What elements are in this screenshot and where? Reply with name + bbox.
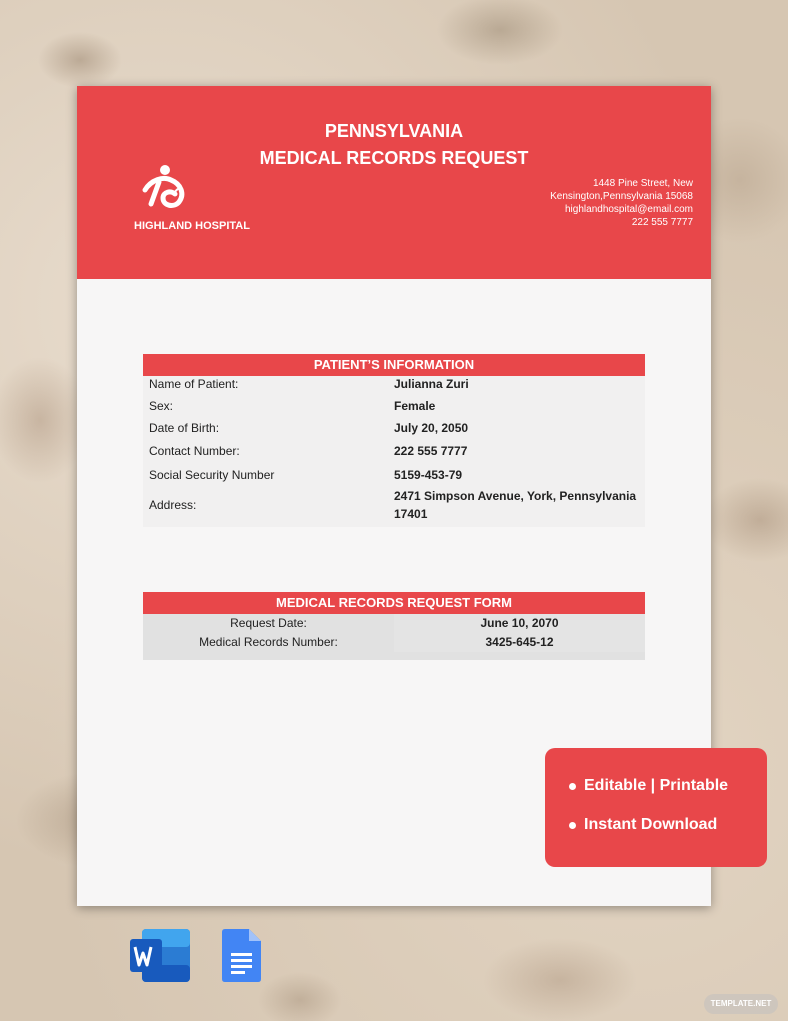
- row-label: Contact Number:: [149, 444, 240, 458]
- row-label: Address:: [149, 498, 197, 512]
- hospital-logo-icon: [141, 164, 193, 210]
- row-label: Date of Birth:: [149, 421, 220, 435]
- hospital-name: HIGHLAND HOSPITAL: [134, 220, 250, 232]
- hospital-phone: 222 555 7777: [631, 217, 693, 228]
- promo-item-label: Instant Download: [584, 816, 718, 833]
- table-row: [143, 395, 645, 417]
- row-value: 5159-453-79: [394, 468, 463, 482]
- watermark-badge: TEMPLATE.NET: [704, 994, 778, 1014]
- row-value: Female: [394, 399, 436, 413]
- address-value-line-2: 17401: [394, 507, 428, 521]
- title-line-2: MEDICAL RECORDS REQUEST: [259, 148, 529, 168]
- row-label: Name of Patient:: [149, 377, 239, 391]
- bullet-icon: [569, 783, 576, 790]
- table-row: [143, 614, 645, 633]
- row-value: June 10, 2070: [394, 614, 645, 633]
- title-line-1: PENNSYLVANIA: [324, 121, 464, 141]
- row-value: 222 555 7777: [394, 444, 468, 458]
- row-label: Social Security Number: [149, 468, 275, 482]
- row-value: July 20, 2050: [394, 421, 469, 435]
- table-row: [143, 440, 645, 463]
- row-label: Request Date:: [230, 616, 307, 630]
- table-row: [143, 633, 645, 652]
- row-label: Sex:: [149, 399, 174, 413]
- row-label: Medical Records Number:: [199, 635, 338, 649]
- table-row: [143, 463, 645, 487]
- patient-information-table: [143, 354, 645, 527]
- address-line-1: 1448 Pine Street, New: [592, 178, 693, 189]
- promo-item: [569, 816, 717, 834]
- table-row: [143, 376, 645, 395]
- request-form-table: [143, 592, 645, 660]
- table-row: [143, 417, 645, 440]
- promo-badge: [545, 748, 767, 867]
- hospital-address: [550, 177, 693, 229]
- table-row: [143, 487, 645, 523]
- request-form-heading: MEDICAL RECORDS REQUEST FORM: [143, 592, 645, 614]
- address-value-line-1: 2471 Simpson Avenue, York, Pennsylvania: [394, 489, 637, 503]
- promo-item-label: Editable | Printable: [584, 777, 729, 794]
- google-docs-icon[interactable]: [222, 929, 261, 982]
- promo-item: [569, 777, 728, 795]
- document-header: [77, 86, 711, 279]
- row-value: Julianna Zuri: [394, 377, 469, 391]
- bullet-icon: [569, 822, 576, 829]
- word-icon[interactable]: [130, 929, 190, 982]
- row-value: 3425-645-12: [394, 633, 645, 652]
- hospital-email: highlandhospital@email.com: [565, 204, 693, 215]
- patient-information-heading: PATIENT’S INFORMATION: [143, 354, 645, 376]
- row-value: [394, 487, 645, 523]
- address-line-2: Kensington,Pennsylvania 15068: [550, 191, 693, 202]
